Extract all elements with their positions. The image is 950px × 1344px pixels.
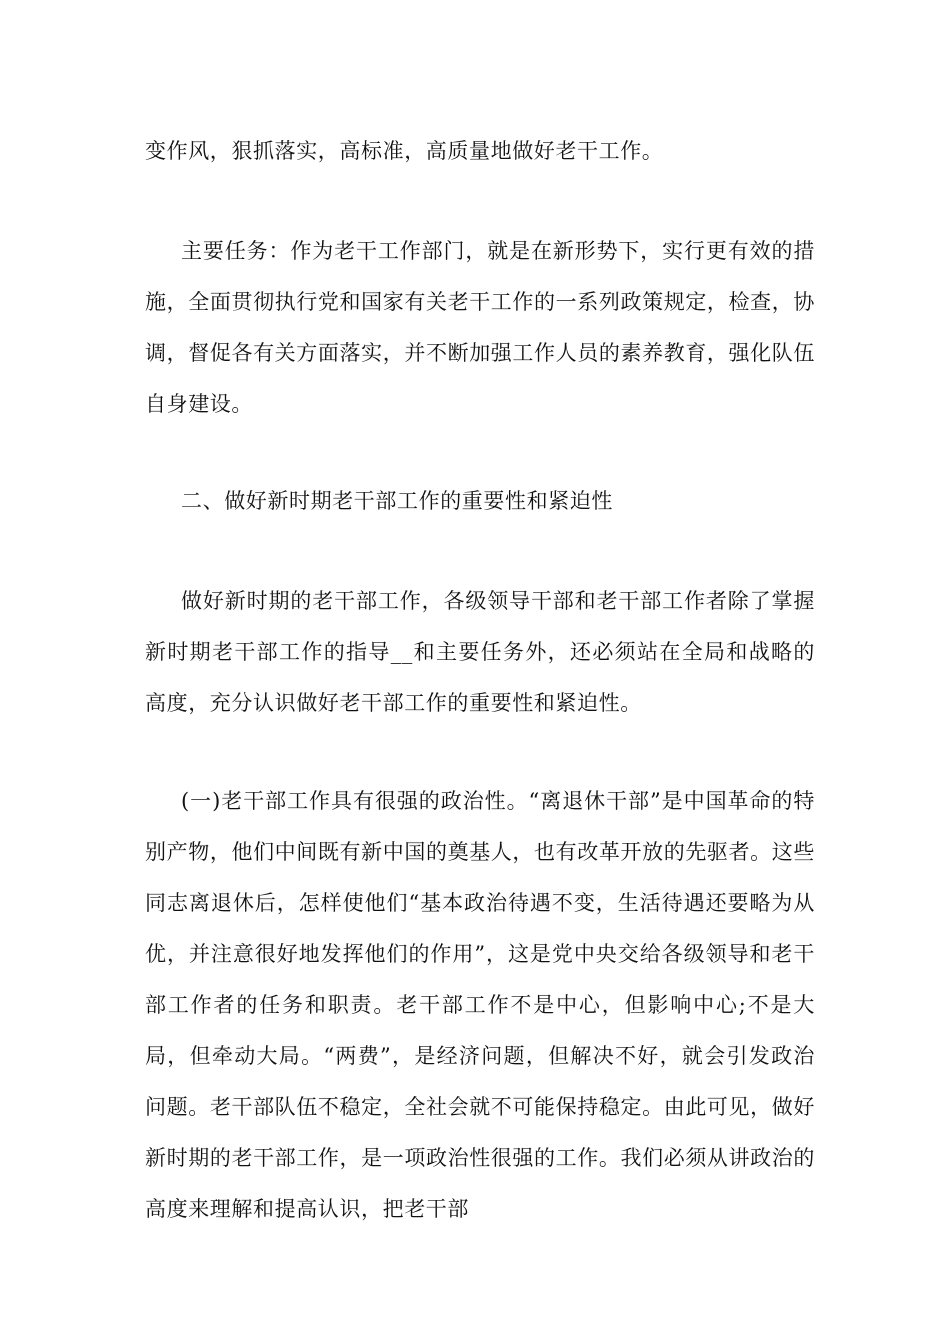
paragraph-political-nature: (一)老干部工作具有很强的政治性。“离退休干部”是中国革命的特别产物，他们中间既有新中国的奠基人，也有改革开放的先驱者。这些同志离退休后，怎样使他们“基本政治待遇不变，生活待遇还要略为从优，并注意很好地发挥他们的作用”，这是党中央交给各级领导和老干部工作者的任务和职责。老干部工作不是中心，但影响中心;不是大局，但牵动大局。“两费”，是经济问题，但解决不好，就会引发政治问题。老干部队伍不稳定，全社会就不可能保持稳定。由此可见，做好新时期的老干部工作，是一项政治性很强的工作。我们必须从讲政治的高度来理解和提高认识，把老干部 — [145, 789, 815, 1221]
section-heading-2: 二、做好新时期老干部工作的重要性和紧迫性 — [181, 489, 613, 513]
paragraph-main-tasks: 主要任务：作为老干工作部门，就是在新形势下，实行更有效的措施，全面贯彻执行党和国家有关老干工作的一系列政策规定，检查，协调，督促各有关方面落实，并不断加强工作人员的素养教育，强化队伍自身建设。 — [145, 239, 815, 416]
paragraph-continuation: 变作风，狠抓落实，高标准，高质量地做好老干工作。 — [145, 139, 664, 163]
paragraph-importance-intro: 做好新时期的老干部工作，各级领导干部和老干部工作者除了掌握新时期老干部工作的指导__和主要任务外，还必须站在全局和战略的高度，充分认识做好老干部工作的重要性和紧迫性。 — [145, 589, 815, 715]
